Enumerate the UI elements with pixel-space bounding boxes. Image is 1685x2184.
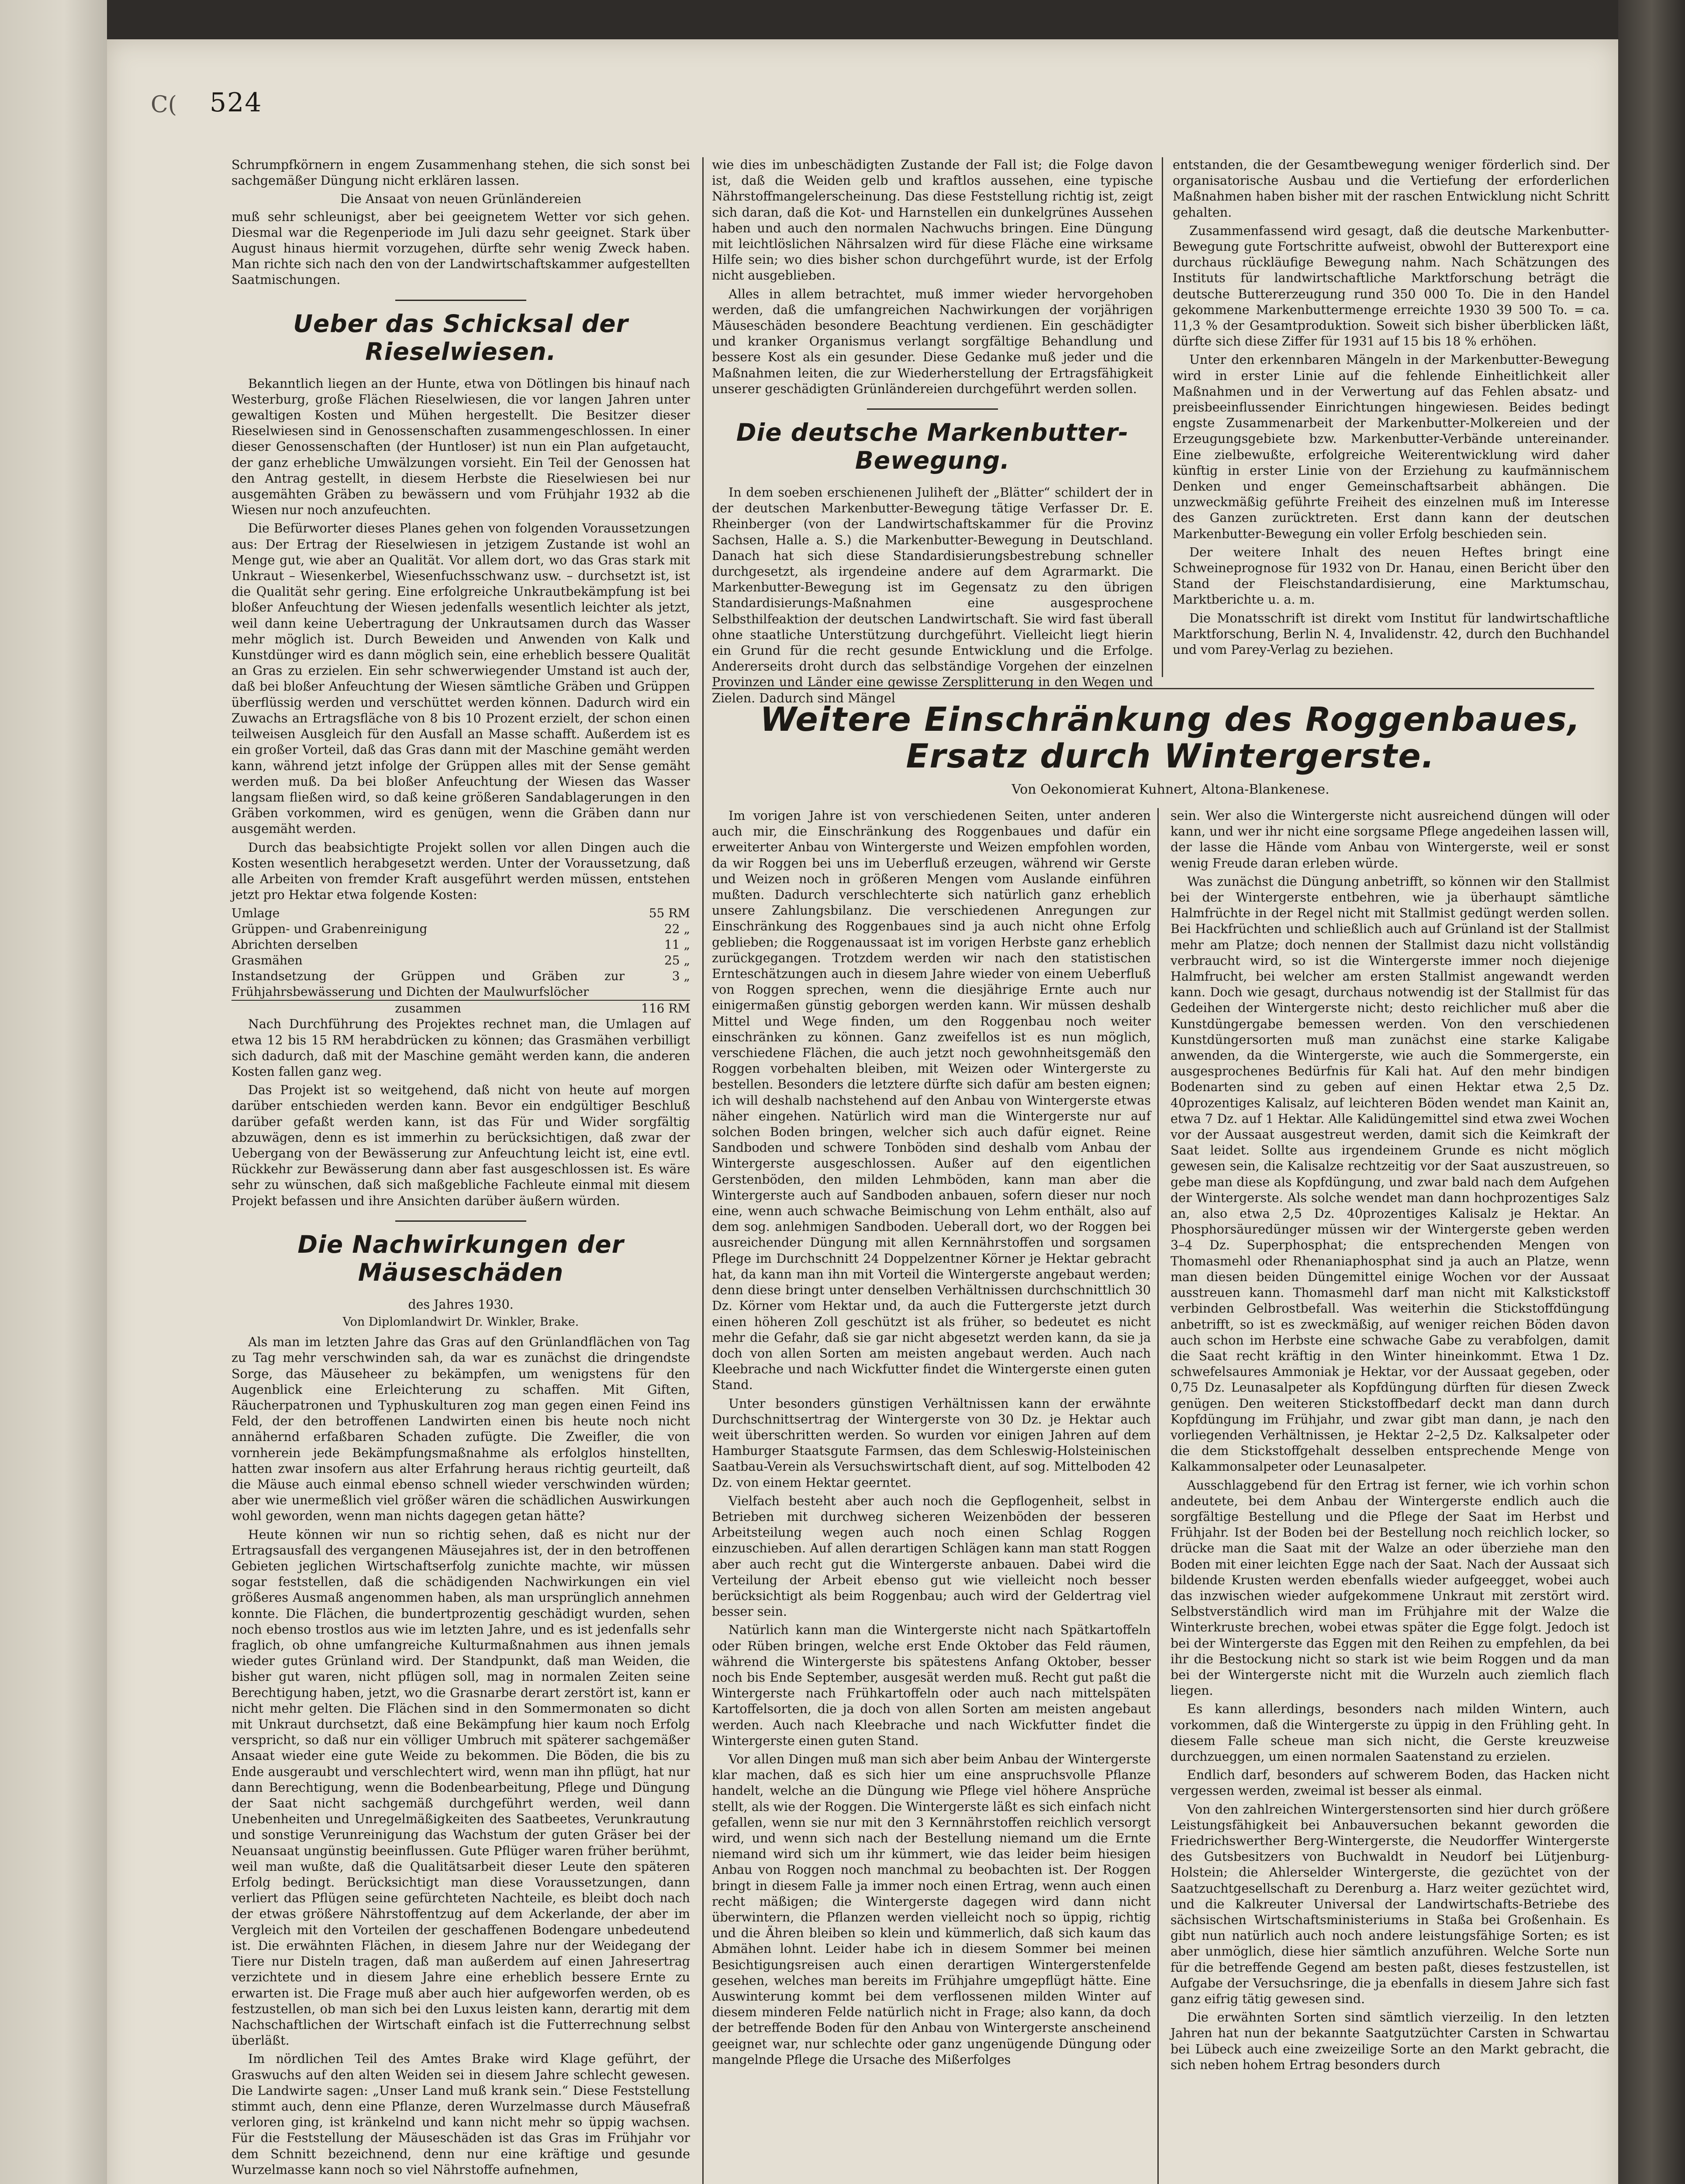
feature-paragraph: Die erwähnten Sorten sind sämtlich vierzeilig. In den letzten Jahren hat nun der bekannte Saatgutzüchter Carsten in Schwartau bei Lübeck auch eine zweizeilige Sorte an den Markt gebracht, die sich neben hohem Ertrag besonders durch <box>1171 2010 1609 2072</box>
feature-title-line-1: Weitere Einschränkung des Roggenbaues, <box>760 700 1581 739</box>
feature-paragraph: Was zunächst die Düngung anbetrifft, so können wir den Stallmist bei der Wintergerste entbehren, wie ja überhaupt sämtliche Halmfrüchte in der Regel nicht mit Stallmist gedüngt werden sollen. Bei Hackfrüchten und schließlich auch auf Grünland ist der Stallmist mehr am Platze; doch nennen der Stallmist dazu nicht vollständig verbraucht wird, so ist die Wintergerste immer noch diejenige Halmfrucht, bei welcher am ersten Stallmist angewandt werden kann. Doch wie gesagt, durchaus notwendig ist der Stallmist für das Gedeihen der Wintergerste nicht; desto reichlicher muß aber die Kunstdüngergabe bemessen werden. Von den verschiedenen Kunstdüngersorten muß man zunächst eine starke Kaligabe anwenden, da die Wintergerste, wie auch die Sommergerste, ein ausgesprochenes Bedürfnis für Kali hat. Auf den mehr bindigen Bodenarten sind zu geben auf einen Hektar etwa 2,5 Dz. 40prozentiges Kalisalz, auf leichteren Böden wendet man Kainit an, etwa 7 Dz. auf 1 Hektar. Alle Kalidüngemittel sind etwa zwei Wochen vor der Aussaat ausgestreut werden, damit sich die Keimkraft der Saat leidet. Sollte aus irgendeinem Grunde es nicht möglich gewesen sein, die Kalisalze rechtzeitig vor der Saat auszustreuen, so gebe man diese als Kopfdüngung, und zwar bald nach dem Aufgehen der Wintergerste. Als solche wendet man dann hochprozentiges Salz an, also etwa 2,5 Dz. 40prozentiges Kalisalz je Hektar. An Phosphorsäuredünger müssen wir der Wintergerste geben werden 3–4 Dz. Superphosphat; die entsprechenden Mengen von Thomasmehl oder Rhenaniaphosphat sind ja auch an Platze, wenn man diesen beiden Düngemittel einige Wochen vor der Aussaat ausstreuen kann. Thomasmehl darf man nicht mit Kalkstickstoff verbinden Gelbrostbefall. Was weiterhin die Stickstoffdüngung anbetrifft, so ist es zweckmäßig, auf weniger reichen Böden davon auch schon im Herbste eine schwache Gabe zu verabfolgen, damit die Saat recht kräftig in den Winter hineinkommt. Etwa 1 Dz. schwefelsaures Ammoniak je Hektar, vor der Aussaat gegeben, oder 0,75 Dz. Leunasalpeter als Kopfdüngung dürften für diesen Zweck genügen. Den weiteren Stickstoffbedarf deckt man dann durch Kopfdüngung im Frühjahr, und zwar gibt man dann, je nach den vorliegenden Verhältnissen, je Hektar 2–2,5 Dz. Kalksalpeter oder die dem Stickstoffgehalt desselben entsprechende Menge von Kalkammonsalpeter oder Leunasalpeter. <box>1171 874 1609 1474</box>
divider-rule <box>395 300 526 301</box>
book-spine <box>0 0 107 2184</box>
feature-paragraph: Vor allen Dingen muß man sich aber beim Anbau der Wintergerste klar machen, daß es sich hier um eine anspruchsvolle Pflanze handelt, welche an die Düngung wie Pflege viel höhere Ansprüche stellt, als wie der Roggen. Die Wintergerste läßt es sich einfach nicht gefallen, wenn sie nur mit den 3 Kernnährstoffen reichlich versorgt wird, und wenn sich nach der Bestellung niemand um die Ernte niemand wird sich um ihr kümmert, wie das leider beim hiesigen Anbau von Roggen noch manchmal zu beobachten ist. Der Roggen bringt in diesem Falle ja immer noch einen Ertrag, wenn auch einen recht mäßigen; die Wintergerste dagegen wird dann nicht überwintern, die Pflanzen werden vielleicht noch so üppig, richtig und die Ähren bleiben so klein und kümmerlich, daß sich kaum das Abmähen lohnt. Leider habe ich in diesem Sommer bei meinen Besichtigungsreisen auch einen derartigen Wintergerstenfelde gesehen, welches man bereits im Frühjahre umgepflügt hätte. Eine Auswinterung kommt bei dem verflossenen milden Winter auf diesem minderen Felde natürlich nicht in Frage; also kann, da doch der betreffende Boden für den Anbau von Wintergerste anscheinend geeignet war, nur schlechte oder ganz ungenügende Düngung oder mangelnde Pflege die Ursache des Mißerfolges <box>712 1752 1151 2067</box>
article-paragraph: Heute können wir nun so richtig sehen, daß es nicht nur der Ertragsausfall des vergangenen Mäusejahres ist, der in den betroffenen Gebieten jeglichen Wirtschaftserfolg zunichte machte, wir müssen sogar feststellen, daß die schädigenden Nachwirkungen ein viel größeres Ausmaß angenommen haben, als man ursprünglich annehmen konnte. Die Flächen, die bundertprozentig geschädigt wurden, sehen noch ebenso trostlos aus wie im letzten Jahre, und es ist jedenfalls sehr fraglich, ob ohne umfangreiche Kulturmaßnahmen aus ihnen jemals wieder gutes Grünland wird. Der Standpunkt, daß man Weiden, die bisher gut waren, nicht pflügen soll, mag in normalen Zeiten seine Berechtigung haben, jetzt, wo die Grasnarbe derart zerstört ist, kann er nicht mehr gelten. Die Flächen sind in den Sommermonaten so dicht mit Unkraut durchsetzt, daß eine Bekämpfung hier kaum noch Erfolg verspricht, so daß nur ein völliger Umbruch mit späterer sachgemäßer Ansaat wieder eine gute Weide zu bekommen. Die Böden, die bis zu Ende ausgeraubt und verschlechtert wird, wenn man ihn pflügt, hat nur dann Berechtigung, wenn die Bodenbearbeitung, Pflege und Düngung der Saat nicht sachgemäß durchgeführt werden, weil dann Unebenheiten und Unregelmäßigkeiten des Saatbeetes, Verunkrautung und sonstige Verunreinigung das Wachstum der guten Gräser bei der Neuansaat ungünstig beeinflussen. Gute Pflüger waren früher berühmt, weil man wußte, daß die Qualitätsarbeit dieser Leute den späteren Erfolg bedingt. Berücksichtigt man diese Voraussetzungen, dann verliert das Pflügen seine gefürchteten Nachteile, es bleibt doch nach der etwas größere Nährstoffentzug auf dem Ackerlande, der aber im Vergleich mit den Vorteilen der geschaffenen Bodengare unbedeutend ist. Die erwähnten Flächen, in diesem Jahre nur der Weidegang der Tiere nur Disteln tragen, daß man außerdem auf einen Jahresertrag verzichtete und in diesem Jahre eine erheblich bessere Ernte zu erwarten ist. Die Frage muß aber auch hier aufgeworfen werden, ob es festzustellen, ob man sich bei den Luxus leisten kann, derartig mit dem Nachschaftlichen der Wirtschaft einfach ist die Futterrechnung selbst überläßt. <box>231 1527 690 2048</box>
cost-label: Grasmähen <box>231 953 303 968</box>
column-1 <box>231 157 690 2184</box>
cost-table <box>231 905 690 1016</box>
article-paragraph: Die Befürworter dieses Planes gehen von folgenden Voraussetzungen aus: Der Ertrag der Rieselwiesen in jetzigem Zustande ist wohl an Menge gut, wie aber an Qualität. Vor allem dort, wo das Gras stark mit Unkraut – Wiesenkerbel, Wiesenfuchsschwanz usw. – durchsetzt ist, ist die Qualität sehr gering. Eine erfolgreiche Unkrautbekämpfung ist bei bloßer Anfeuchtung der Wiesen jedenfalls wesentlich leichter als jetzt, weil dann keine Uebertragung der Unkrautsamen durch das Wasser mehr möglich ist. Durch Beweiden und Anwenden von Kalk und Kunstdünger wird es dann möglich sein, eine erheblich bessere Qualität an Gras zu erzielen. Ein sehr schwerwiegender Umstand ist auch der, daß bei bloßer Anfeuchtung der Wiesen sämtliche Gräben und Grüppen überflüssig werden und verschüttet werden können. Dadurch wird ein Zuwachs an Ertragsfläche von 8 bis 10 Prozent erzielt, der schon einen teilweisen Ausgleich für den Ausfall an Masse schafft. Außerdem ist es ein großer Vorteil, daß das Gras dann mit der Maschine gemäht werden kann, während jetzt infolge der Grüppen alles mit der Sense gemäht werden muß. Da bei bloßer Anfeuchtung der Wiesen das Wasser langsam fließen wird, so daß keine größeren Sandablagerungen in den Gräben vorkommen, wird es genügen, wenn die Gräben dann nur ausgemäht werden. <box>231 521 690 836</box>
cost-amount: 3 „ <box>672 969 690 984</box>
article-title-maeuseschaeden: Die Nachwirkungen der Mäuseschäden <box>297 1230 624 1286</box>
cost-row <box>231 968 690 1000</box>
column-3 <box>1173 157 1609 677</box>
feature-paragraph: Endlich darf, besonders auf schwerem Boden, das Hacken nicht vergessen werden, zweimal ist besser als einmal. <box>1171 1768 1609 1798</box>
feature-paragraph: Ausschlaggebend für den Ertrag ist ferner, wie ich vorhin schon andeutete, bei dem Anbau der Wintergerste endlich auch die sorgfältige Bestellung und die Pflege der Saat im Herbst und Frühjahr. Ist der Boden bei der Bestellung noch reichlich locker, so drücke man die Saat mit der Walze an oder überziehe man den Boden mit einer leichten Egge nach der Saat. Nach der Aussaat sich bildende Krusten werden ebenfalls wieder aufgeegget, wobei auch das inzwischen wieder aufgekommene Unkraut mit zerstört wird. Selbstverständlich wird man im Frühjahre mit der Walze die Winterkruste brechen, wobei etwas später die Egge folgt. Jedoch ist bei der Wintergerste das Eggen mit den Reihen zu empfehlen, da bei ihr die Bestockung nicht so stark ist wie beim Roggen und da man bei der Wintergerste nicht mit die Wurzeln auch ziemlich flach liegen. <box>1171 1478 1609 1698</box>
article-paragraph: Unter den erkennbaren Mängeln in der Markenbutter-Bewegung wird in erster Linie auf die fehlende Einheitlichkeit aller Maßnahmen und in der Verwertung auf das Fehlen absatz- und preisbeeinflussender Einrichtungen hingewiesen. Beides bedingt engste Zusammenarbeit der Markenbutter-Molkereien und der Erzeugungsgebiete bzw. Markenbutter-Verbände untereinander. Eine zielbewußte, erfolgreiche Weiterentwicklung wird daher künftig in erster Linie von der Erziehung zu kaufmännischem Denken und enger Gemeinschaftsarbeit abhängen. Die unzweckmäßig geführte Freiheit des einzelnen muß im Interesse des Ganzen zurücktreten. Erst dann kann der deutschen Markenbutter-Bewegung ein voller Erfolg beschieden sein. <box>1173 352 1609 541</box>
cost-label: Instandsetzung der Grüppen und Gräben zur Frühjahrsbewässerung und Dichten der Maulwurfslöcher <box>231 969 625 999</box>
page-number: 524 <box>210 87 262 118</box>
feature-paragraph: Natürlich kann man die Wintergerste nicht nach Spätkartoffeln oder Rüben bringen, welche erst Ende Oktober das Feld räumen, während die Wintergerste bis spätestens Anfang Oktober, besser noch bis Ende September, ausgesät werden muß. Recht gut paßt die Wintergerste nach Frühkartoffeln oder auch nach mittelspäten Kartoffelsorten, die ja doch von allen Sorten am meisten angebaut werden. Auch nach Kleebrache und nach Wickfutter findet die Wintergerste einen guten Stand. <box>712 1623 1151 1748</box>
article-paragraph: Die Monatsschrift ist direkt vom Institut für landwirtschaftliche Marktforschung, Berlin N. 4, Invalidenstr. 42, durch den Buchhandel und vom Parey-Verlag zu beziehen. <box>1173 611 1609 657</box>
cost-row <box>231 921 690 937</box>
cost-row <box>231 905 690 921</box>
feature-paragraph: Im vorigen Jahre ist von verschiedenen Seiten, unter anderen auch mir, die Einschränkung des Roggenbaues und dafür ein erweiterter Anbau von Wintergerste und Weizen empfohlen worden, da wir Roggen bei uns im Ueberfluß erzeugen, während wir Gerste und Weizen noch in größeren Mengen vom Auslande einführen mußten. Dadurch verschlechterte sich natürlich ganz erheblich unsere Zahlungsbilanz. Die verschiedenen Anregungen zur Einschränkung des Roggenbaues sind ja auch nicht ohne Erfolg geblieben; die Roggenaussaat ist im vorigen Herbste ganz erheblich zurückgegangen. Trotzdem werden wir nach den statistischen Ernteschätzungen auch in diesem Jahre wieder von einem Ueberfluß von Roggen sprechen, wenn die diesjährige Ernte auch nur einigermaßen günstig geborgen werden kann. Wir müssen deshalb Mittel und Wege finden, um den Roggenbau noch weiter einschränken zu können. Ganz zweifellos ist es nun möglich, verschiedene Flächen, die auch jetzt noch gewohnheitsgemäß den Roggen vorbehalten bleiben, mit Weizen oder Wintergerste zu bestellen. Besonders die letztere dürfte sich dafür am besten eignen; ich will deshalb nachstehend auf den Anbau von Wintergerste etwas näher eingehen. Natürlich wird man die Wintergerste nur auf solchen Boden bringen, welcher sich auch dafür eignet. Reine Sandboden und schwere Tonböden sind deshalb vom Anbau der Wintergerste ausgeschlossen. Außer auf den eigentlichen Gerstenböden, den milden Lehmböden, kann man aber die Wintergerste auch auf Sandboden anbauen, sofern dieser nur noch eine, wenn auch schwache Beimischung von Lehm enthält, also auf dem sog. anlehmigen Sandboden. Ueberall dort, wo der Roggen bei ausreichender Düngung mit allen Kernnährstoffen und sorgsamen Pflege im Durchschnitt 24 Doppelzentner Körner je Hektar gebracht hat, da kann man ihn mit Vorteil die Wintergerste angebaut werden; denn diese bringt unter denselben Verhältnissen durchschnittlich 30 Dz. Körner vom Hektar und, da auch die Futtergerste jetzt durch einen höheren Zoll geschützt ist als früher, so bedeutet es nicht mehr die Gefahr, daß sie gar nicht abgesetzt werden kann, da sie ja doch von allen Sorten am meisten angebaut werden. Auch nach Kleebrache und nach Wickfutter findet die Wintergerste einen guten Stand. <box>712 809 1151 1393</box>
feature-paragraph: Von den zahlreichen Wintergerstensorten sind hier durch größere Leistungsfähigkeit bei Anbauversuchen bekannt geworden die Friedrichswerther Berg-Wintergerste, die Neudorffer Wintergerste des Gutsbesitzers von Buchwaldt in Neudorf bei Lütjenburg-Holstein; die Ahlerselder Wintergerste, die gezüchtet von der Saatzuchtgesellschaft zu Derenburg a. Harz weiter gezüchtet wird, und die Kalkreuter Universal der Landwirtschafts-Betriebe des sächsischen Wirtschaftsministeriums in Staßa bei Großenhain. Es gibt nun natürlich auch noch andere leistungsfähige Sorten; es ist aber unmöglich, diese hier sämtlich anzuführen. Welche Sorte nun für die betreffende Gegend am besten paßt, dieses festzustellen, ist Aufgabe der Versuchsringe, die ja ebenfalls in diesem Jahre sich fast ganz eifrig tätig gewesen sind. <box>1171 1802 1609 2007</box>
article-paragraph: entstanden, die der Gesamtbewegung weniger förderlich sind. Der organisatorische Ausbau und die Vertiefung der erforderlichen Maßnahmen haben bisher mit der raschen Entwicklung nicht Schritt gehalten. <box>1173 158 1609 220</box>
column-2 <box>712 157 1153 705</box>
feature-title-line-2: Ersatz durch Wintergerste. <box>906 736 1435 775</box>
article-paragraph: Als man im letzten Jahre das Gras auf den Grünlandflächen von Tag zu Tag mehr verschwinden sah, da war es zunächst die dringendste Sorge, das Mäuseheer zu bekämpfen, um wenigstens für den Augenblick eine Erleichterung zu schaffen. Mit Giften, Räucherpatronen und Typhuskulturen zog man gegen einen Feind ins Feld, der den betroffenen Landwirten einen bis heute noch nicht annähernd erfaßbaren Schaden zufügte. Die Zweifler, die von vornherein jede Bekämpfungsmaßnahme als erfolglos hinstellten, hatten zwar insofern aus alter Erfahrung heraus richtig geurteilt, daß die Mäuse auch einmal ebenso schnell wieder verschwinden würden; aber wie unermeßlich viel größer wären die schädlichen Auswirkungen wohl geworden, wenn man nichts dagegen getan hätte? <box>231 1335 690 1524</box>
divider-rule <box>395 1220 526 1222</box>
feature-paragraph: Unter besonders günstigen Verhältnissen kann der erwähnte Durchschnittsertrag der Wintergerste von 30 Dz. je Hektar auch weit überschritten werden. So wurden vor einigen Jahren auf dem Hamburger Staatsgute Farmsen, das dem Schleswig-Holsteinischen Saatbau-Verein als Versuchswirtschaft dient, auf sog. Mittelboden 42 Dz. von einem Hektar geerntet. <box>712 1396 1151 1490</box>
cost-amount: 22 „ <box>664 922 690 936</box>
continuation-paragraph: Alles in allem betrachtet, muß immer wieder hervorgehoben werden, daß die umfangreichen Nachwirkungen der vorjährigen Mäuseschäden besondere Beachtung verdienen. Ein geschädigter und kranker Organismus verlangt sorgfältige Behandlung und bessere Kost als ein gesunder. Diese Gedanke muß jeder und die Maßnahmen leiten, die zur Wiederherstellung der Ertragsfähigkeit unserer geschädigten Grünländereien durchgeführt werden sollen. <box>712 287 1153 396</box>
feature-paragraph: Es kann allerdings, besonders nach milden Wintern, auch vorkommen, daß die Wintergerste zu üppig in den Frühling geht. In diesem Falle scheue man sich nicht, die Gerste kreuzweise durchzueggen, um einen normalen Saatenstand zu erzielen. <box>1171 1702 1609 1764</box>
cost-row <box>231 953 690 968</box>
column-divider-3 <box>1157 808 1159 2184</box>
cost-total-row <box>231 1000 690 1016</box>
cost-row <box>231 937 690 953</box>
article-paragraph: Das Projekt ist so weitgehend, daß nicht von heute auf morgen darüber entschieden werden kann. Bevor ein endgültiger Beschluß darüber gefaßt werden kann, ist das Für und Wider sorgfältig abzuwägen, denn es ist immerhin zu berücksichtigen, daß zwar der Uebergang von der Bewässerung zur Anfeuchtung leicht ist, eine evtl. Rückkehr zur Bewässerung dann aber fast ausgeschlossen ist. Es wäre sehr zu wünschen, daß sich maßgebliche Fachleute einmal mit diesem Projekt befassen und ihre Ansichten darüber äußern würden. <box>231 1083 690 1208</box>
cost-label: Grüppen- und Grabenreinigung <box>231 922 428 936</box>
feature-column-left <box>712 808 1151 2184</box>
margin-mark: C( <box>151 92 177 118</box>
article-title-rieselwiesen: Ueber das Schicksal der Rieselwiesen. <box>293 309 628 366</box>
column-divider-2 <box>1162 157 1163 677</box>
cost-amount: 55 RM <box>649 906 690 921</box>
intro-subheading: Die Ansaat von neuen Grünländereien <box>340 192 581 207</box>
feature-title <box>738 701 1603 774</box>
cost-total-amount: 116 RM <box>625 1000 690 1016</box>
intro-paragraph: Schrumpfkörnern in engem Zusammenhang stehen, die sich sonst bei sachgemäßer Düngung nicht erklären lassen. <box>231 158 690 188</box>
feature-paragraph: Vielfach besteht aber auch noch die Gepflogenheit, selbst in Betrieben mit durchweg sicheren Weizenböden der besseren Arbeitsteilung wegen auch noch einen Schlag Roggen einzuschieben. Auf allen derartigen Schlägen kann man statt Roggen aber auch recht gut die Wintergerste anbauen. Dabei wird die Verteilung der Arbeit ebenso gut wie vielleicht noch besser berücksichtigt als beim Roggenbau; auch wird der Geldertrag viel besser sein. <box>712 1493 1151 1619</box>
article-paragraph: In dem soeben erschienenen Juliheft der „Blätter“ schildert der in der deutschen Markenbutter-Bewegung tätige Verfasser Dr. E. Rheinberger (von der Landwirtschaftskammer für die Provinz Sachsen, Halle a. S.) die Markenbutter-Bewegung in Deutschland. Danach hat sich diese Standardisierungsbestrebung schneller durchgesetzt, als irgendeine andere auf dem Agrarmarkt. Die Markenbutter-Bewegung ist im Gegensatz zu den übrigen Standardisierungs-Maßnahmen eine ausgesprochene Selbsthilfeaktion der deutschen Landwirtschaft. Sie wird fast überall ohne staatliche Unterstützung durchgeführt. Vielleicht liegt hierin ein Grund für die recht gesunde Entwicklung und die Erfolge. Andererseits droht durch das selbständige Vorgehen der einzelnen Provinzen und Länder eine gewisse Zersplitterung in den Wegen und Zielen. Dadurch sind Mängel <box>712 485 1153 705</box>
cost-amount: 25 „ <box>664 953 690 968</box>
article-subtitle: des Jahres 1930. <box>408 1297 514 1312</box>
cost-label: Abrichten derselben <box>231 937 358 952</box>
article-paragraph: Zusammenfassend wird gesagt, daß die deutsche Markenbutter-Bewegung gute Fortschritte aufweist, obwohl der Butterexport eine durchaus rückläufige Bewegung nahm. Nach Schätzungen des Instituts für landwirtschaftliche Marktforschung beträgt die deutsche Buttererzeugung rund 350 000 To. Die in den Handel gekommene Markenbuttermenge erreichte 1930 39 500 To. = ca. 11,3 % der Gesamtproduktion. Soweit sich bisher überblicken läßt, dürfte sich diese Ziffer für 1931 auf 15 bis 18 % erhöhen. <box>1173 223 1609 349</box>
cost-label: Umlage <box>231 906 280 921</box>
feature-column-right <box>1171 808 1609 2184</box>
divider-rule <box>867 408 998 410</box>
scan-edge <box>1618 0 1685 2184</box>
feature-paragraph: sein. Wer also die Wintergerste nicht ausreichend düngen will oder kann, und wer ihr nicht eine sorgsame Pflege angedeihen lassen will, der lasse die Hände vom Anbau von Wintergerste, weil er sonst wenig Freude daran erleben würde. <box>1171 809 1609 871</box>
cost-total-label: zusammen <box>231 1000 625 1016</box>
article-paragraph: Im nördlichen Teil des Amtes Brake wird Klage geführt, der Graswuchs auf den alten Weiden sei in diesem Jahre schlecht gewesen. Die Landwirte sagen: „Unser Land muß krank sein.“ Diese Feststellung stimmt auch, denn eine Pflanze, deren Wurzelmasse durch Mäusefraß verloren ging, ist kränkelnd und kann nicht mehr so üppig wachsen. Für die Feststellung der Mäuseschäden ist das Gras im Frühjahr vor dem Schnitt bezeichnend, denn nur eine kräftige und gesunde Wurzelmasse kann noch so viel Nährstoffe aufnehmen, <box>231 2052 690 2177</box>
intro-paragraph-2: muß sehr schleunigst, aber bei geeignetem Wetter vor sich gehen. Diesmal war die Regenperiode im Juli dazu sehr geeignet. Stark über August hinaus hiermit vorzugehen, dürfte sehr wenig Zweck haben. Man richte sich nach den von der Landwirtschaftskammer aufgestellten Saatmischungen. <box>231 209 690 287</box>
article-paragraph: Der weitere Inhalt des neuen Heftes bringt eine Schweineprognose für 1932 von Dr. Hanau, einen Bericht über den Stand der Fleischstandardisierung, eine Marktumschau, Marktberichte u. a. m. <box>1173 545 1609 607</box>
article-paragraph: Durch das beabsichtigte Projekt sollen vor allen Dingen auch die Kosten wesentlich herabgesetzt werden. Unter der Voraussetzung, daß alle Arbeiten von fremder Kraft ausgeführt werden müssen, entstehen jetzt pro Hektar etwa folgende Kosten: <box>231 840 690 902</box>
article-paragraph: Bekanntlich liegen an der Hunte, etwa von Dötlingen bis hinauf nach Westerburg, große Flächen Rieselwiesen, die vor langen Jahren unter gewaltigen Kosten und Mühen hergestellt. Die Besitzer dieser Rieselwiesen sind in Genossenschaften zusammengeschlossen. In einer dieser Genossenschaften (der Huntloser) ist nun ein Plan aufgetaucht, der ganz erhebliche Umwälzungen vorsieht. Ein Teil der Genossen hat den Antrag gestellt, in diesem Herbste die Rieselwiesen bei nur ausgemähten Gräben zu bewässern und vom Frühjahr 1932 ab die Wiesen nur noch anzufeuchten. <box>231 376 690 518</box>
column-divider-1 <box>702 157 704 2184</box>
article-title-markenbutter: Die deutsche Markenbutter-Bewegung. <box>736 418 1129 475</box>
cost-amount: 11 „ <box>664 937 690 952</box>
continuation-paragraph: wie dies im unbeschädigten Zustande der Fall ist; die Folge davon ist, daß die Weiden gelb und kraftlos aussehen, eine typische Nährstoffmangelerscheinung. Das diese Feststellung richtig ist, zeigt sich daran, daß die Kot- und Harnstellen ein dunkelgrünes Aussehen haben und auch den normalen Nachwuchs bringen. Eine Düngung mit leichtlöslichen Nährsalzen wird für diese Fläche eine wirksame Hilfe sein; wo dies bisher schon durchgeführt wurde, ist der Erfolg nicht ausgeblieben. <box>712 158 1153 283</box>
article-byline: Von Diplomlandwirt Dr. Winkler, Brake. <box>342 1315 579 1329</box>
article-paragraph: Nach Durchführung des Projektes rechnet man, die Umlagen auf etwa 12 bis 15 RM herabdrücken zu können; das Grasmähen verbilligt sich dadurch, daß mit der Maschine gemäht werden kann, die anderen Kosten fallen ganz weg. <box>231 1017 690 1079</box>
feature-byline: Von Oekonomierat Kuhnert, Altona-Blankenese. <box>1012 782 1329 797</box>
